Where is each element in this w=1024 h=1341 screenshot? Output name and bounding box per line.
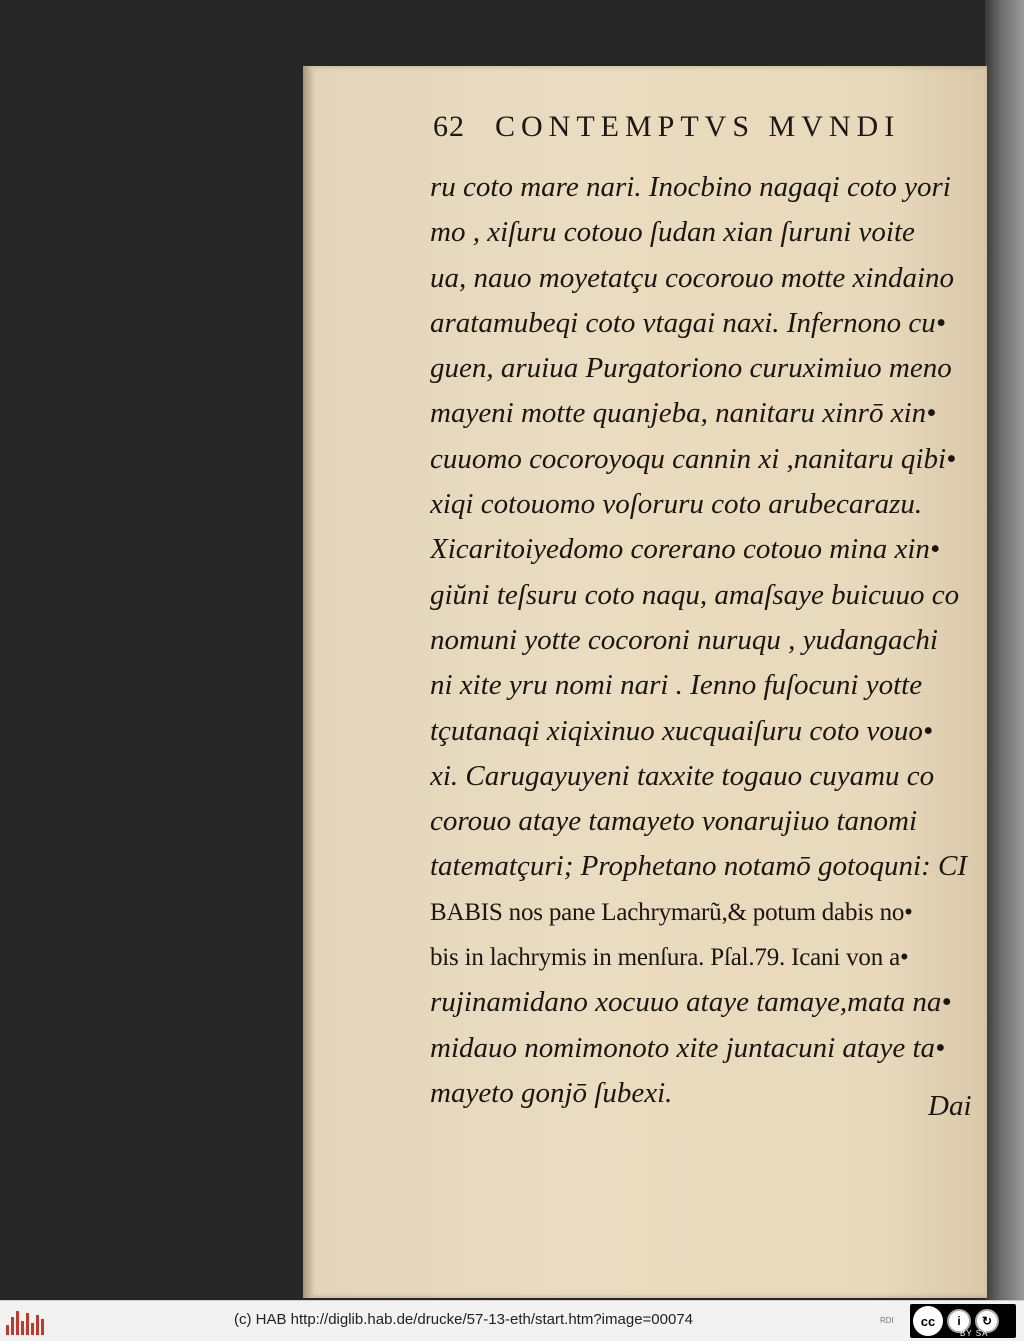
footer-bar: [0, 1300, 1024, 1341]
text-line: mo , xiſuru cotouo ſudan xian ſuruni voite: [430, 216, 915, 249]
cc-icon: cc: [913, 1306, 943, 1336]
text-line: Xicaritoiyedomo corerano cotouo mina xin•: [430, 533, 941, 566]
text-line: nomuni yotte cocoroni nuruqu , yudangachi: [430, 623, 938, 656]
text-line: tatematçuri; Prophetano notamō gotoquni: CI: [430, 850, 967, 883]
footer-credit-link[interactable]: (c) HAB http://diglib.hab.de/drucke/57-13-eth/start.htm?image=00074: [234, 1311, 694, 1328]
backdrop-gradient: [985, 0, 1024, 1300]
text-line: cuuomo cocoroyoqu cannin xi ,nanitaru qibi•: [430, 442, 957, 475]
page-number: 62: [433, 110, 465, 143]
footer-tiny-mark: RDI: [880, 1316, 894, 1325]
text-line: xi. Carugayuyeni taxxite togauo cuyamu co: [430, 759, 935, 792]
text-line: giŭni teſsuru coto naqu, amaſsaye buicuuo co: [430, 578, 960, 611]
text-line: ni xite yru nomi nari . Ienno fuſocuni yotte: [430, 669, 923, 702]
text-line: midauo nomimonoto xite juntacuni ataye ta•: [430, 1031, 946, 1064]
by-icon: i: [947, 1309, 971, 1333]
text-line: guen, aruiua Purgatoriono curuximiuo meno: [430, 352, 952, 385]
text-line: ua, nauo moyetatçu cocorouo motte xindaino: [430, 261, 955, 294]
text-line: mayeni motte quanjeba, nanitaru xinrō xin•: [430, 397, 937, 430]
sa-icon: ↻: [975, 1309, 999, 1333]
catchword: Dai: [928, 1090, 972, 1122]
running-title: CONTEMPTVS MVNDI: [495, 110, 901, 143]
text-line: tçutanaqi xiqixinuo xucquaiſuru coto vouo•: [430, 714, 934, 747]
text-line: aratamubeqi coto vtagai naxi. Infernono cu•: [430, 306, 946, 339]
text-line: rujinamidano xocuuo ataye tamaye,mata na•: [430, 986, 952, 1019]
text-line: xiqi cotouomo voſoruru coto arubecarazu.: [430, 488, 923, 521]
license-labels: BY SA: [960, 1329, 989, 1338]
page-gutter: [303, 66, 313, 1298]
text-line-latin: bis in lachrymis in menſura. Pſal.79. Icani von a•: [430, 944, 909, 972]
page-header: [433, 110, 973, 160]
text-line: mayeto gonjō ſubexi.: [430, 1076, 673, 1109]
hab-logo-icon[interactable]: [6, 1309, 44, 1335]
text-line: ru coto mare nari. Inocbino nagaqi coto yori: [430, 171, 951, 203]
body-text: [430, 165, 975, 1116]
text-line-latin: BABIS nos pane Lachrymarũ,& potum dabis no•: [430, 898, 913, 926]
text-line: corouo ataye tamayeto vonarujiuo tanomi: [430, 805, 918, 838]
